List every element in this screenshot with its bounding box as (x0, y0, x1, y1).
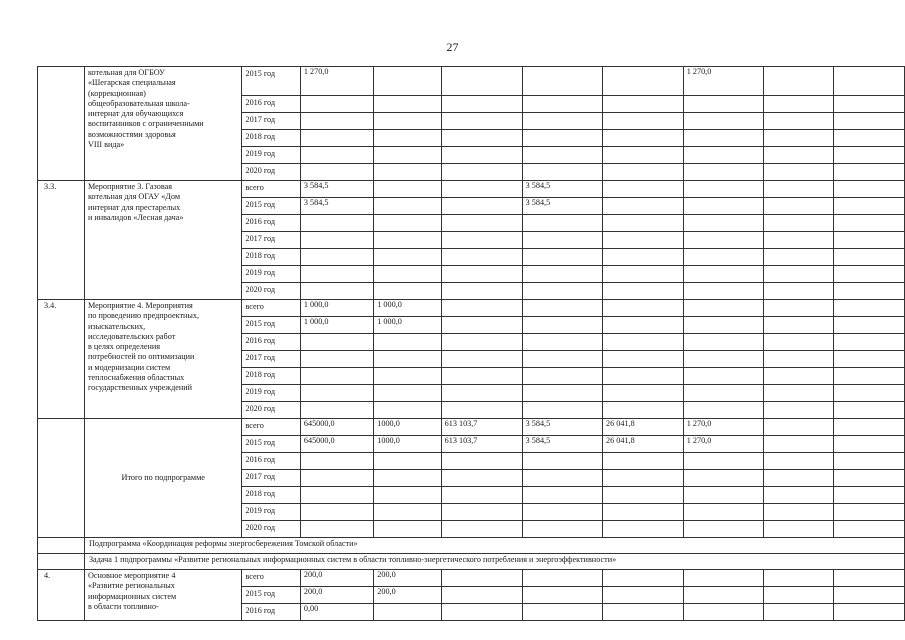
value-cell (764, 453, 833, 470)
value-cell (441, 67, 522, 96)
value-cell (833, 419, 904, 436)
value-cell (603, 351, 684, 368)
value-cell: 1 270,0 (300, 67, 373, 96)
year-cell: 2020 год (242, 402, 300, 419)
value-cell (764, 232, 833, 249)
value-cell (833, 521, 904, 538)
page-number: 27 (446, 40, 459, 54)
value-cell (441, 487, 522, 504)
value-cell (522, 587, 602, 604)
value-cell (300, 504, 373, 521)
value-cell (683, 113, 763, 130)
value-cell: 1 270,0 (683, 67, 763, 96)
value-cell (833, 587, 904, 604)
value-cell (374, 130, 441, 147)
value-cell: 3 584,5 (522, 198, 602, 215)
value-cell (522, 130, 602, 147)
value-cell (833, 436, 904, 453)
value-cell (374, 368, 441, 385)
value-cell (603, 334, 684, 351)
year-cell: 2020 год (242, 283, 300, 300)
value-cell (441, 504, 522, 521)
value-cell (441, 147, 522, 164)
value-cell (833, 317, 904, 334)
empty-cell (38, 554, 85, 570)
value-cell (683, 266, 763, 283)
value-cell (683, 198, 763, 215)
value-cell (522, 570, 602, 587)
value-cell (683, 164, 763, 181)
value-cell (374, 521, 441, 538)
table-row (38, 181, 905, 198)
value-cell (300, 453, 373, 470)
value-cell (603, 181, 684, 198)
value-cell (522, 604, 602, 621)
value-cell: 1000,0 (374, 436, 441, 453)
value-cell (522, 67, 602, 96)
value-cell: 3 584,5 (300, 198, 373, 215)
value-cell (522, 96, 602, 113)
value-cell (683, 487, 763, 504)
value-cell (603, 232, 684, 249)
value-cell (833, 570, 904, 587)
item-number (38, 67, 85, 181)
table-row (38, 300, 905, 317)
value-cell (374, 604, 441, 621)
value-cell (603, 604, 684, 621)
year-cell: 2015 год (242, 317, 300, 334)
value-cell (300, 334, 373, 351)
value-cell (522, 402, 602, 419)
value-cell (683, 317, 763, 334)
year-cell: 2015 год (242, 198, 300, 215)
value-cell (603, 249, 684, 266)
value-cell (374, 334, 441, 351)
value-cell: 613 103,7 (441, 436, 522, 453)
value-cell (603, 130, 684, 147)
year-cell: 2020 год (242, 521, 300, 538)
value-cell (764, 351, 833, 368)
value-cell (833, 300, 904, 317)
value-cell (300, 266, 373, 283)
value-cell: 0,00 (300, 604, 373, 621)
value-cell (764, 587, 833, 604)
value-cell (522, 334, 602, 351)
value-cell (522, 453, 602, 470)
year-cell: 2018 год (242, 487, 300, 504)
year-cell: 2015 год (242, 67, 300, 96)
value-cell (441, 570, 522, 587)
value-cell (441, 181, 522, 198)
value-cell (300, 96, 373, 113)
value-cell (522, 470, 602, 487)
value-cell (833, 470, 904, 487)
value-cell (441, 587, 522, 604)
value-cell (441, 96, 522, 113)
value-cell (522, 521, 602, 538)
year-cell: 2020 год (242, 164, 300, 181)
year-cell: 2018 год (242, 368, 300, 385)
value-cell (764, 470, 833, 487)
value-cell: 3 584,5 (522, 181, 602, 198)
value-cell (764, 604, 833, 621)
value-cell (603, 283, 684, 300)
value-cell (603, 487, 684, 504)
value-cell (683, 181, 763, 198)
value-cell: 3 584,5 (522, 419, 602, 436)
value-cell: 1 000,0 (300, 317, 373, 334)
item-name: Мероприятие 4. Мероприятия по проведению предпроектных, изыскательских, исследовательских работ в целях определения потребностей по оптимизации и модернизации систем теплоснабжения областных государственных учреждений (84, 300, 242, 419)
value-cell (603, 67, 684, 96)
value-cell (603, 453, 684, 470)
value-cell (683, 300, 763, 317)
year-cell: 2017 год (242, 113, 300, 130)
value-cell (833, 215, 904, 232)
value-cell (833, 164, 904, 181)
value-cell (300, 385, 373, 402)
table-row (38, 538, 905, 554)
value-cell (833, 96, 904, 113)
value-cell (522, 351, 602, 368)
value-cell (441, 249, 522, 266)
value-cell (603, 570, 684, 587)
value-cell (683, 402, 763, 419)
year-cell: всего (242, 570, 300, 587)
value-cell (683, 147, 763, 164)
subprogram-title: Подпрограмма «Координация реформы энергосбережения Томской области» (84, 538, 904, 554)
value-cell (603, 368, 684, 385)
value-cell (522, 504, 602, 521)
value-cell (441, 300, 522, 317)
value-cell (374, 402, 441, 419)
value-cell (683, 96, 763, 113)
value-cell: 645000,0 (300, 419, 373, 436)
value-cell (764, 368, 833, 385)
year-cell: 2019 год (242, 504, 300, 521)
value-cell (522, 147, 602, 164)
value-cell (764, 521, 833, 538)
table-row (38, 419, 905, 436)
value-cell (522, 232, 602, 249)
budget-table (37, 66, 905, 621)
value-cell (833, 266, 904, 283)
value-cell (603, 96, 684, 113)
value-cell (441, 604, 522, 621)
year-cell: 2016 год (242, 215, 300, 232)
year-cell: 2016 год (242, 453, 300, 470)
value-cell (603, 587, 684, 604)
value-cell (764, 317, 833, 334)
value-cell (833, 249, 904, 266)
value-cell (522, 113, 602, 130)
value-cell (603, 317, 684, 334)
value-cell (374, 198, 441, 215)
value-cell: 645000,0 (300, 436, 373, 453)
value-cell (522, 317, 602, 334)
value-cell (603, 521, 684, 538)
value-cell (603, 504, 684, 521)
value-cell: 26 041,8 (603, 419, 684, 436)
item-name: Мероприятие 3. Газовая котельная для ОГАУ «Дом интернат для престарелых и инвалидов «Лесная дача» (84, 181, 242, 300)
item-number: 4. (38, 570, 85, 621)
value-cell: 1 270,0 (683, 436, 763, 453)
value-cell (300, 232, 373, 249)
value-cell (522, 368, 602, 385)
value-cell: 1000,0 (374, 419, 441, 436)
year-cell: 2019 год (242, 147, 300, 164)
value-cell: 200,0 (300, 587, 373, 604)
value-cell (441, 453, 522, 470)
value-cell (833, 453, 904, 470)
value-cell (764, 300, 833, 317)
year-cell: 2019 год (242, 385, 300, 402)
value-cell (764, 402, 833, 419)
value-cell (603, 300, 684, 317)
value-cell (833, 67, 904, 96)
value-cell (374, 96, 441, 113)
value-cell (374, 67, 441, 96)
value-cell (764, 570, 833, 587)
value-cell (764, 419, 833, 436)
value-cell (764, 130, 833, 147)
value-cell (683, 587, 763, 604)
year-cell: всего (242, 300, 300, 317)
value-cell (300, 521, 373, 538)
value-cell (833, 198, 904, 215)
year-cell: 2017 год (242, 351, 300, 368)
value-cell (522, 164, 602, 181)
value-cell (374, 470, 441, 487)
value-cell: 200,0 (374, 570, 441, 587)
year-cell: 2016 год (242, 96, 300, 113)
value-cell (374, 232, 441, 249)
year-cell: 2016 год (242, 604, 300, 621)
value-cell (300, 351, 373, 368)
value-cell (683, 130, 763, 147)
value-cell (603, 215, 684, 232)
value-cell (300, 147, 373, 164)
task-title: Задача 1 подпрограммы «Развитие региональных информационных систем в области топливно-энергетического потребления и энергоэффективности» (84, 554, 904, 570)
table-row (38, 67, 905, 96)
value-cell (603, 402, 684, 419)
value-cell: 3 584,5 (300, 181, 373, 198)
value-cell (764, 504, 833, 521)
value-cell (764, 67, 833, 96)
item-name: Итого по подпрограмме (84, 419, 242, 538)
value-cell (374, 181, 441, 198)
value-cell (833, 283, 904, 300)
value-cell (374, 385, 441, 402)
value-cell (441, 385, 522, 402)
value-cell (833, 487, 904, 504)
value-cell (374, 504, 441, 521)
value-cell: 1 000,0 (300, 300, 373, 317)
value-cell (764, 487, 833, 504)
year-cell: 2018 год (242, 249, 300, 266)
year-cell: 2018 год (242, 130, 300, 147)
value-cell (374, 487, 441, 504)
value-cell (441, 402, 522, 419)
value-cell: 1 000,0 (374, 317, 441, 334)
value-cell (441, 351, 522, 368)
value-cell (300, 368, 373, 385)
value-cell (764, 147, 833, 164)
value-cell (300, 283, 373, 300)
value-cell (441, 470, 522, 487)
value-cell (374, 453, 441, 470)
item-name: Основное мероприятие 4 «Развитие региональных информационных систем в области топливно- (84, 570, 242, 621)
value-cell (833, 368, 904, 385)
value-cell (441, 198, 522, 215)
value-cell (374, 113, 441, 130)
year-cell: всего (242, 419, 300, 436)
value-cell (683, 570, 763, 587)
value-cell (683, 385, 763, 402)
value-cell (833, 402, 904, 419)
value-cell: 200,0 (300, 570, 373, 587)
value-cell (300, 113, 373, 130)
year-cell: 2017 год (242, 470, 300, 487)
value-cell (441, 317, 522, 334)
value-cell (374, 266, 441, 283)
value-cell (300, 130, 373, 147)
item-number: 3.4. (38, 300, 85, 419)
value-cell (833, 181, 904, 198)
value-cell (522, 266, 602, 283)
value-cell (764, 181, 833, 198)
value-cell (374, 283, 441, 300)
value-cell (603, 470, 684, 487)
value-cell (300, 402, 373, 419)
item-number (38, 419, 85, 538)
value-cell (603, 147, 684, 164)
value-cell (833, 232, 904, 249)
value-cell (441, 283, 522, 300)
value-cell (300, 164, 373, 181)
value-cell (522, 283, 602, 300)
value-cell (441, 521, 522, 538)
value-cell (441, 266, 522, 283)
value-cell (764, 164, 833, 181)
value-cell (374, 215, 441, 232)
value-cell: 1 000,0 (374, 300, 441, 317)
value-cell (764, 385, 833, 402)
value-cell (683, 351, 763, 368)
value-cell (300, 215, 373, 232)
value-cell: 200,0 (374, 587, 441, 604)
table-row (38, 554, 905, 570)
value-cell: 1 270,0 (683, 419, 763, 436)
value-cell (603, 198, 684, 215)
value-cell (764, 113, 833, 130)
year-cell: 2015 год (242, 436, 300, 453)
value-cell (374, 147, 441, 164)
value-cell (683, 521, 763, 538)
value-cell (683, 334, 763, 351)
value-cell (683, 504, 763, 521)
year-cell: 2016 год (242, 334, 300, 351)
value-cell: 26 041,8 (603, 436, 684, 453)
value-cell (683, 232, 763, 249)
value-cell (683, 249, 763, 266)
value-cell (764, 198, 833, 215)
value-cell (300, 249, 373, 266)
value-cell (833, 147, 904, 164)
empty-cell (38, 538, 85, 554)
value-cell (833, 351, 904, 368)
value-cell (683, 215, 763, 232)
year-cell: 2017 год (242, 232, 300, 249)
value-cell (441, 130, 522, 147)
value-cell (833, 385, 904, 402)
value-cell (374, 249, 441, 266)
table-row (38, 570, 905, 587)
value-cell (833, 334, 904, 351)
item-number: 3.3. (38, 181, 85, 300)
value-cell (300, 487, 373, 504)
value-cell (764, 334, 833, 351)
value-cell (522, 215, 602, 232)
value-cell (603, 113, 684, 130)
value-cell (522, 385, 602, 402)
value-cell (441, 113, 522, 130)
value-cell (764, 283, 833, 300)
value-cell (603, 385, 684, 402)
value-cell (683, 368, 763, 385)
value-cell (764, 436, 833, 453)
value-cell (441, 232, 522, 249)
value-cell (833, 504, 904, 521)
value-cell (683, 470, 763, 487)
value-cell (374, 351, 441, 368)
value-cell: 3 584,5 (522, 436, 602, 453)
value-cell (683, 453, 763, 470)
value-cell (683, 604, 763, 621)
value-cell (603, 266, 684, 283)
value-cell (441, 164, 522, 181)
value-cell (683, 283, 763, 300)
value-cell (522, 487, 602, 504)
value-cell (522, 300, 602, 317)
value-cell (522, 249, 602, 266)
value-cell (833, 130, 904, 147)
value-cell (764, 249, 833, 266)
value-cell (833, 113, 904, 130)
value-cell (441, 368, 522, 385)
value-cell (374, 164, 441, 181)
value-cell (764, 96, 833, 113)
item-name: котельная для ОГБОУ «Шегарская специальная (коррекционная) общеобразовательная школа- интернат для обучающихся воспитанников с ограниченными возможностями здоровья VIII вида» (84, 67, 242, 181)
value-cell (833, 604, 904, 621)
year-cell: 2015 год (242, 587, 300, 604)
value-cell (300, 470, 373, 487)
year-cell: 2019 год (242, 266, 300, 283)
value-cell (441, 334, 522, 351)
year-cell: всего (242, 181, 300, 198)
value-cell (764, 215, 833, 232)
value-cell: 613 103,7 (441, 419, 522, 436)
value-cell (441, 215, 522, 232)
value-cell (764, 266, 833, 283)
value-cell (603, 164, 684, 181)
